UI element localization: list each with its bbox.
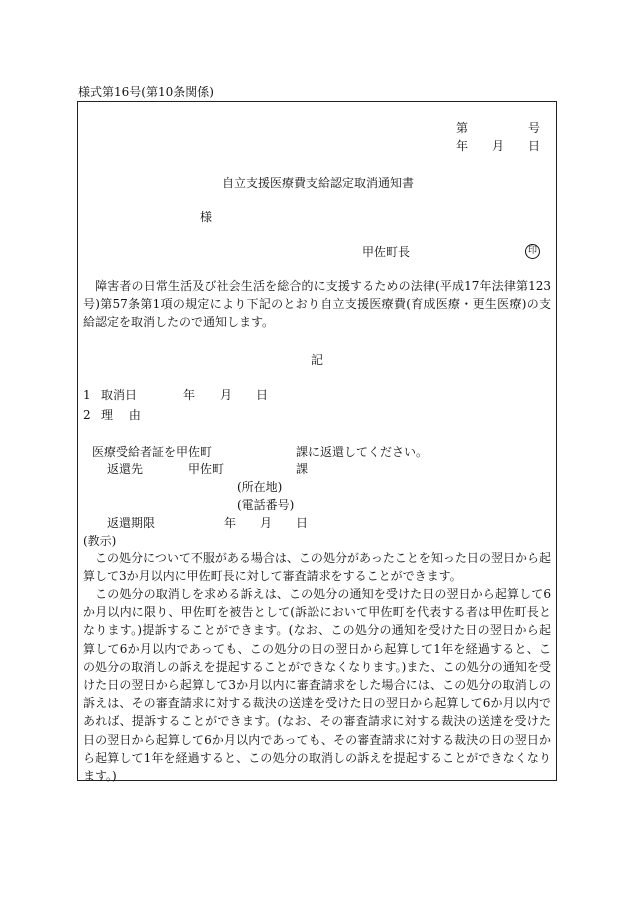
return-destination-dept: 課 xyxy=(296,462,309,476)
return-destination-town: 甲佐町 xyxy=(188,462,225,476)
number-prefix: 第 xyxy=(456,121,469,135)
issuer-name: 甲佐町長 xyxy=(362,245,411,259)
return-phone-label: (電話番号) xyxy=(237,498,295,512)
notice-body-text: 障害者の日常生活及び社会生活を総合的に支援するための法律(平成17年法律第123号)第57条第1項の規定により下記のとおり自立支援医療費(育成医療・更生医療)の支給認定を取消したので通知します。 xyxy=(83,279,551,330)
return-address-label: (所在地) xyxy=(237,480,283,494)
addressee-suffix: 様 xyxy=(200,210,213,224)
deadline-month: 月 xyxy=(260,516,273,530)
form-number-label: 様式第16号(第10条関係) xyxy=(78,85,214,99)
date-month: 月 xyxy=(492,139,505,153)
kyouji-paragraph-2 xyxy=(83,585,551,785)
item-1-label: 取消日 xyxy=(101,388,138,402)
item-1-day: 日 xyxy=(256,388,269,402)
date-year: 年 xyxy=(456,139,469,153)
deadline-year: 年 xyxy=(224,516,237,530)
item-1-year: 年 xyxy=(183,388,196,402)
kyouji-paragraph-1-text: この処分について不服がある場合は、この処分があったことを知った日の翌日から起算して3か月以内に甲佐町長に対して審査請求をすることができます。 xyxy=(83,551,551,584)
item-2-number: 2 xyxy=(83,408,91,422)
kyouji-heading: (教示) xyxy=(83,534,117,548)
number-suffix: 号 xyxy=(528,121,541,135)
notice-body xyxy=(83,277,551,332)
kyouji-paragraph-2-text: この処分の取消しを求める訴えは、この処分の通知を受けた日の翌日から起算して6か月以内に限り、甲佐町を被告として(訴訟において甲佐町を代表する者は甲佐町長となります。)提訴することができます。(なお、この処分の通知を受けた日の翌日から起算して6か月以内であっても、この処分の日の翌日から起算して1年を経過すると、この処分の取消しの訴えを提起することができなくなります。)また、この処分の通知を受けた日の翌日から起算して3か月以内に審査請求をした場合には、この処分の取消しの訴えは、その審査請求に対する裁決の送達を受けた日の翌日から起算して6か月以内であれば、提訴することができます。(なお、その審査請求に対する裁決の送達を受けた日の翌日から起算して6か月以内であっても、その審査請求に対する裁決の日の翌日から起算して1年を経過すると、この処分の取消しの訴えを提起することができなくなります。) xyxy=(83,587,551,784)
kyouji-paragraph-1 xyxy=(83,549,551,585)
ki-heading: 記 xyxy=(311,353,324,367)
deadline-day: 日 xyxy=(296,516,309,530)
seal-mark: 印 xyxy=(525,244,540,259)
item-1-month: 月 xyxy=(220,388,233,402)
return-instruction-prefix: 医療受給者証を甲佐町 xyxy=(92,445,213,459)
date-day: 日 xyxy=(528,139,541,153)
return-destination-label: 返還先 xyxy=(107,462,144,476)
return-deadline-label: 返還期限 xyxy=(107,516,156,530)
item-1-number: 1 xyxy=(83,388,91,402)
document-title: 自立支援医療費支給認定取消通知書 xyxy=(222,176,415,190)
item-2-label: 理 由 xyxy=(101,408,147,422)
return-instruction-suffix: 課に返還してください。 xyxy=(296,445,429,459)
